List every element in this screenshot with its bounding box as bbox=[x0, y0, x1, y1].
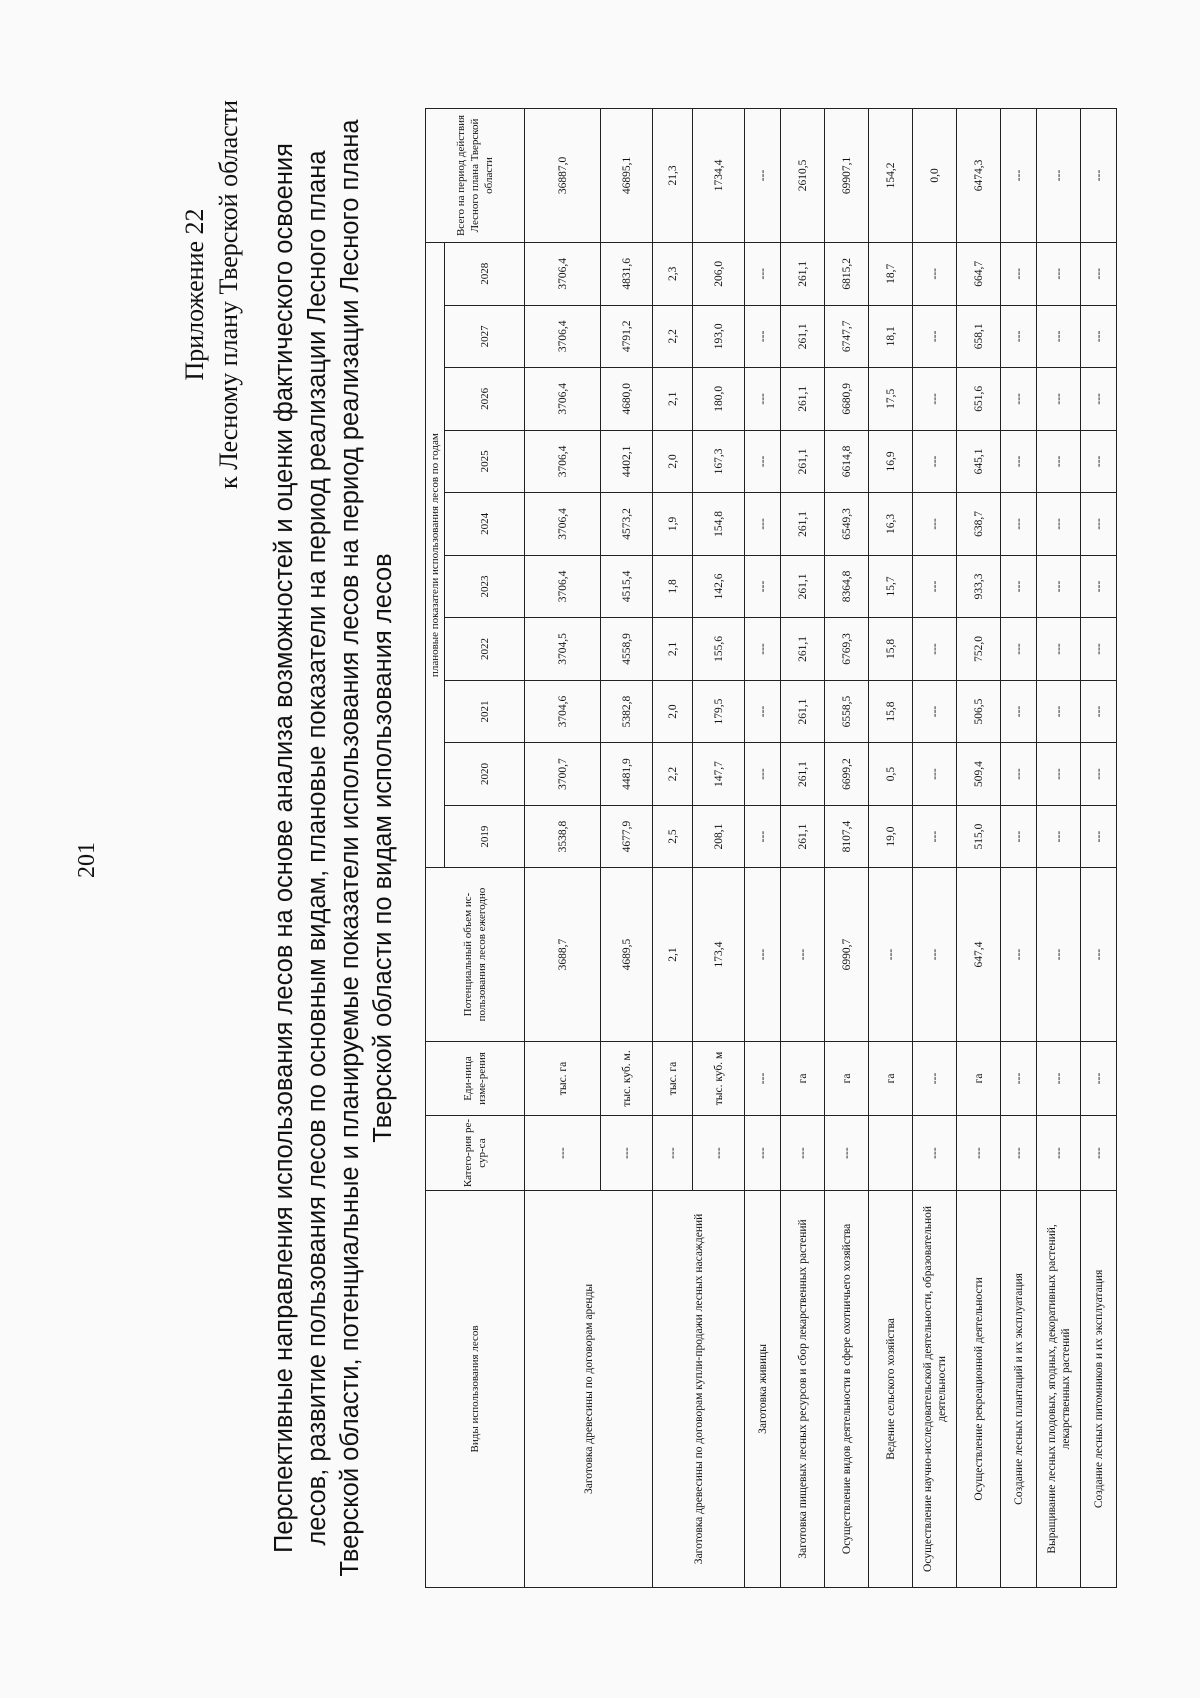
cell-year-value: 6614,8 bbox=[825, 430, 869, 493]
header-year: 2023 bbox=[445, 555, 525, 618]
cell-year-value: --- bbox=[913, 368, 957, 431]
header-year: 2024 bbox=[445, 493, 525, 556]
cell-year-value: --- bbox=[1001, 618, 1037, 681]
cell-category: --- bbox=[745, 1116, 781, 1191]
cell-unit: га bbox=[869, 1041, 913, 1116]
cell-type: Создание лесных питомников и их эксплуатация bbox=[1081, 1190, 1117, 1587]
cell-total: 0,0 bbox=[913, 109, 957, 243]
cell-year-value: 179,5 bbox=[693, 680, 745, 743]
cell-year-value: 16,9 bbox=[869, 430, 913, 493]
header-year: 2026 bbox=[445, 368, 525, 431]
cell-year-value: --- bbox=[1001, 305, 1037, 368]
cell-year-value: 155,6 bbox=[693, 618, 745, 681]
cell-year-value: --- bbox=[913, 493, 957, 556]
cell-year-value: --- bbox=[1001, 805, 1037, 868]
cell-year-value: --- bbox=[1001, 555, 1037, 618]
cell-year-value: 261,1 bbox=[781, 305, 825, 368]
cell-year-value: --- bbox=[745, 493, 781, 556]
cell-potential: 2,1 bbox=[653, 868, 693, 1041]
cell-category: --- bbox=[1081, 1116, 1117, 1191]
cell-year-value: 17,5 bbox=[869, 368, 913, 431]
cell-unit: --- bbox=[1037, 1041, 1081, 1116]
cell-total: --- bbox=[745, 109, 781, 243]
cell-year-value: 18,7 bbox=[869, 242, 913, 305]
table-row bbox=[825, 109, 869, 1588]
cell-year-value: 261,1 bbox=[781, 368, 825, 431]
cell-year-value: 154,8 bbox=[693, 493, 745, 556]
cell-total: --- bbox=[1001, 109, 1037, 243]
cell-year-value: 16,3 bbox=[869, 493, 913, 556]
cell-year-value: --- bbox=[1081, 743, 1117, 806]
appendix-line-2: к Лесному плану Тверской области bbox=[214, 100, 243, 489]
title-line: лесов, развитие пользования лесов по основным видам, плановые показатели на период реализации Лесного плана bbox=[303, 150, 331, 1546]
cell-year-value: 6747,7 bbox=[825, 305, 869, 368]
cell-total: 2610,5 bbox=[781, 109, 825, 243]
cell-year-value: --- bbox=[1037, 242, 1081, 305]
cell-type: Ведение сельского хозяйства bbox=[869, 1190, 913, 1587]
cell-year-value: 3706,4 bbox=[525, 555, 601, 618]
cell-year-value: 15,8 bbox=[869, 680, 913, 743]
title-line: Перспективные направления использования лесов на основе анализа возможностей и оценки фактического освоения bbox=[270, 143, 298, 1553]
cell-year-value: 18,1 bbox=[869, 305, 913, 368]
cell-year-value: 4677,9 bbox=[601, 805, 653, 868]
cell-year-value: 515,0 bbox=[957, 805, 1001, 868]
cell-year-value: --- bbox=[1081, 805, 1117, 868]
cell-total: 69907,1 bbox=[825, 109, 869, 243]
cell-potential: --- bbox=[869, 868, 913, 1041]
cell-year-value: --- bbox=[913, 555, 957, 618]
cell-potential: --- bbox=[781, 868, 825, 1041]
cell-year-value: --- bbox=[1081, 680, 1117, 743]
cell-category: --- bbox=[781, 1116, 825, 1191]
cell-year-value: --- bbox=[1037, 618, 1081, 681]
cell-year-value: --- bbox=[1081, 368, 1117, 431]
cell-year-value: --- bbox=[1001, 743, 1037, 806]
cell-year-value: 506,5 bbox=[957, 680, 1001, 743]
header-planned-group: плановые показатели использования лесов по годам bbox=[426, 242, 445, 867]
page-number: 201 bbox=[74, 842, 100, 878]
cell-category bbox=[869, 1116, 913, 1191]
cell-year-value: 4402,1 bbox=[601, 430, 653, 493]
cell-year-value: --- bbox=[913, 242, 957, 305]
appendix-line-1: Приложение 22 bbox=[180, 208, 209, 381]
cell-total: --- bbox=[1081, 109, 1117, 243]
cell-year-value: 645,1 bbox=[957, 430, 1001, 493]
cell-unit: га bbox=[825, 1041, 869, 1116]
cell-potential: --- bbox=[1081, 868, 1117, 1041]
cell-year-value: 3706,4 bbox=[525, 368, 601, 431]
cell-year-value: --- bbox=[745, 368, 781, 431]
cell-year-value: 15,8 bbox=[869, 618, 913, 681]
cell-year-value: --- bbox=[1001, 430, 1037, 493]
cell-year-value: 3706,4 bbox=[525, 493, 601, 556]
cell-year-value: --- bbox=[745, 805, 781, 868]
cell-unit: тыс. куб. м. bbox=[601, 1041, 653, 1116]
cell-year-value: --- bbox=[745, 305, 781, 368]
cell-type: Заготовка живицы bbox=[745, 1190, 781, 1587]
cell-year-value: 261,1 bbox=[781, 743, 825, 806]
cell-year-value: --- bbox=[745, 555, 781, 618]
cell-year-value: 4558,9 bbox=[601, 618, 653, 681]
cell-year-value: --- bbox=[913, 305, 957, 368]
cell-year-value: 193,0 bbox=[693, 305, 745, 368]
cell-year-value: 147,7 bbox=[693, 743, 745, 806]
header-year: 2019 bbox=[445, 805, 525, 868]
cell-year-value: 3706,4 bbox=[525, 242, 601, 305]
cell-potential: 173,4 bbox=[693, 868, 745, 1041]
cell-year-value: 6549,3 bbox=[825, 493, 869, 556]
cell-category: --- bbox=[825, 1116, 869, 1191]
cell-year-value: 2,3 bbox=[653, 242, 693, 305]
cell-year-value: 261,1 bbox=[781, 805, 825, 868]
header-year: 2025 bbox=[445, 430, 525, 493]
cell-year-value: --- bbox=[1037, 680, 1081, 743]
cell-year-value: 6558,5 bbox=[825, 680, 869, 743]
cell-category: --- bbox=[693, 1116, 745, 1191]
cell-category: --- bbox=[1037, 1116, 1081, 1191]
cell-year-value: --- bbox=[745, 430, 781, 493]
table-row bbox=[525, 109, 601, 1588]
cell-total: --- bbox=[1037, 109, 1081, 243]
cell-year-value: 2,5 bbox=[653, 805, 693, 868]
cell-year-value: 261,1 bbox=[781, 618, 825, 681]
cell-year-value: 261,1 bbox=[781, 242, 825, 305]
cell-year-value: --- bbox=[745, 680, 781, 743]
cell-potential: 4689,5 bbox=[601, 868, 653, 1041]
cell-year-value: 6769,3 bbox=[825, 618, 869, 681]
cell-year-value: --- bbox=[1081, 555, 1117, 618]
cell-year-value: 4831,6 bbox=[601, 242, 653, 305]
cell-total: 36887,0 bbox=[525, 109, 601, 243]
title-line: Тверской области по видам использования лесов bbox=[369, 553, 397, 1143]
cell-potential: --- bbox=[745, 868, 781, 1041]
cell-year-value: 167,3 bbox=[693, 430, 745, 493]
cell-year-value: --- bbox=[1081, 242, 1117, 305]
table-row bbox=[781, 109, 825, 1588]
cell-year-value: --- bbox=[1081, 618, 1117, 681]
cell-year-value: 19,0 bbox=[869, 805, 913, 868]
cell-type: Выращивание лесных плодовых, ягодных, декоративных растений, лекарственных растений bbox=[1037, 1190, 1081, 1587]
cell-year-value: 3704,6 bbox=[525, 680, 601, 743]
cell-year-value: 261,1 bbox=[781, 555, 825, 618]
cell-type: Осуществление рекреационной деятельности bbox=[957, 1190, 1001, 1587]
cell-year-value: --- bbox=[1037, 743, 1081, 806]
header-total: Всего на период действия Лесного плана Тверской области bbox=[426, 109, 525, 243]
cell-total: 1734,4 bbox=[693, 109, 745, 243]
cell-category: --- bbox=[1001, 1116, 1037, 1191]
cell-potential: --- bbox=[913, 868, 957, 1041]
cell-category: --- bbox=[653, 1116, 693, 1191]
cell-year-value: 658,1 bbox=[957, 305, 1001, 368]
cell-category: --- bbox=[601, 1116, 653, 1191]
cell-potential: 3688,7 bbox=[525, 868, 601, 1041]
cell-total: 21,3 bbox=[653, 109, 693, 243]
cell-year-value: 3706,4 bbox=[525, 305, 601, 368]
cell-year-value: 2,2 bbox=[653, 743, 693, 806]
cell-year-value: 15,7 bbox=[869, 555, 913, 618]
cell-potential: 647,4 bbox=[957, 868, 1001, 1041]
cell-potential: --- bbox=[1001, 868, 1037, 1041]
cell-potential: --- bbox=[1037, 868, 1081, 1041]
cell-type: Осуществление видов деятельности в сфере охотничьего хозяйства bbox=[825, 1190, 869, 1587]
cell-year-value: --- bbox=[1001, 242, 1037, 305]
cell-unit: тыс. га bbox=[525, 1041, 601, 1116]
cell-year-value: --- bbox=[1037, 305, 1081, 368]
cell-category: --- bbox=[957, 1116, 1001, 1191]
cell-year-value: 1,8 bbox=[653, 555, 693, 618]
cell-year-value: 3706,4 bbox=[525, 430, 601, 493]
cell-year-value: 933,3 bbox=[957, 555, 1001, 618]
cell-year-value: --- bbox=[1081, 493, 1117, 556]
cell-unit: га bbox=[957, 1041, 1001, 1116]
header-type: Виды использования лесов bbox=[426, 1190, 525, 1587]
cell-year-value: --- bbox=[1037, 493, 1081, 556]
cell-unit: --- bbox=[1081, 1041, 1117, 1116]
header-potential: Потенциальный объем ис-пользования лесов ежегодно bbox=[426, 868, 525, 1041]
cell-unit: --- bbox=[1001, 1041, 1037, 1116]
cell-year-value: --- bbox=[913, 805, 957, 868]
cell-year-value: 261,1 bbox=[781, 493, 825, 556]
cell-category: --- bbox=[913, 1116, 957, 1191]
header-year: 2021 bbox=[445, 680, 525, 743]
title-line: Тверской области, потенциальные и планируемые показатели использования лесов на период реализации Лесного плана bbox=[336, 119, 364, 1577]
cell-year-value: --- bbox=[913, 743, 957, 806]
cell-potential: 6990,7 bbox=[825, 868, 869, 1041]
cell-type: Заготовка древесины по договорам купли-продажи лесных насаждений bbox=[653, 1190, 745, 1587]
cell-year-value: --- bbox=[913, 680, 957, 743]
cell-year-value: 2,1 bbox=[653, 368, 693, 431]
cell-year-value: 261,1 bbox=[781, 680, 825, 743]
cell-year-value: 261,1 bbox=[781, 430, 825, 493]
cell-year-value: --- bbox=[1001, 680, 1037, 743]
cell-year-value: --- bbox=[1001, 493, 1037, 556]
cell-category: --- bbox=[525, 1116, 601, 1191]
cell-year-value: 2,0 bbox=[653, 430, 693, 493]
cell-year-value: 4680,0 bbox=[601, 368, 653, 431]
cell-year-value: 206,0 bbox=[693, 242, 745, 305]
table-row bbox=[913, 109, 957, 1588]
table-row bbox=[869, 109, 913, 1588]
cell-year-value: 1,9 bbox=[653, 493, 693, 556]
cell-year-value: 2,0 bbox=[653, 680, 693, 743]
cell-year-value: 180,0 bbox=[693, 368, 745, 431]
table-row bbox=[745, 109, 781, 1588]
cell-year-value: 6680,9 bbox=[825, 368, 869, 431]
forest-use-table bbox=[425, 108, 1117, 1588]
cell-year-value: --- bbox=[1037, 368, 1081, 431]
table-body bbox=[525, 109, 1117, 1588]
cell-year-value: 2,1 bbox=[653, 618, 693, 681]
cell-unit: тыс. куб. м bbox=[693, 1041, 745, 1116]
cell-unit: га bbox=[781, 1041, 825, 1116]
table-row bbox=[1037, 109, 1081, 1588]
cell-total: 154,2 bbox=[869, 109, 913, 243]
header-category: Катего-рия ре-сур-са bbox=[426, 1116, 525, 1191]
cell-year-value: 6815,2 bbox=[825, 242, 869, 305]
header-year: 2022 bbox=[445, 618, 525, 681]
cell-year-value: 5382,8 bbox=[601, 680, 653, 743]
cell-unit: --- bbox=[913, 1041, 957, 1116]
cell-year-value: 8107,4 bbox=[825, 805, 869, 868]
cell-year-value: 8364,8 bbox=[825, 555, 869, 618]
cell-year-value: --- bbox=[745, 618, 781, 681]
table-row bbox=[1081, 109, 1117, 1588]
cell-year-value: --- bbox=[1001, 368, 1037, 431]
table-row bbox=[1001, 109, 1037, 1588]
cell-year-value: 4791,2 bbox=[601, 305, 653, 368]
cell-year-value: --- bbox=[745, 242, 781, 305]
table-row bbox=[653, 109, 693, 1588]
cell-year-value: --- bbox=[1037, 430, 1081, 493]
cell-total: 6474,3 bbox=[957, 109, 1001, 243]
cell-unit: --- bbox=[745, 1041, 781, 1116]
cell-year-value: 3704,5 bbox=[525, 618, 601, 681]
cell-type: Создание лесных плантаций и их эксплуатация bbox=[1001, 1190, 1037, 1587]
cell-year-value: --- bbox=[1037, 805, 1081, 868]
cell-type: Заготовка пищевых лесных ресурсов и сбор лекарственных растений bbox=[781, 1190, 825, 1587]
appendix-header bbox=[178, 100, 246, 489]
cell-year-value: 638,7 bbox=[957, 493, 1001, 556]
header-year: 2028 bbox=[445, 242, 525, 305]
cell-type: Заготовка древесины по договорам аренды bbox=[525, 1190, 653, 1587]
cell-year-value: --- bbox=[1081, 305, 1117, 368]
document-title bbox=[268, 118, 400, 1578]
cell-year-value: --- bbox=[913, 430, 957, 493]
cell-year-value: 752,0 bbox=[957, 618, 1001, 681]
cell-unit: тыс. га bbox=[653, 1041, 693, 1116]
cell-year-value: 3700,7 bbox=[525, 743, 601, 806]
cell-year-value: 6699,2 bbox=[825, 743, 869, 806]
cell-type: Осуществление научно-исследовательской деятельности, образовательной деятельности bbox=[913, 1190, 957, 1587]
cell-year-value: --- bbox=[913, 618, 957, 681]
header-unit: Еди-ница изме-рения bbox=[426, 1041, 525, 1116]
header-year: 2020 bbox=[445, 743, 525, 806]
cell-year-value: 0,5 bbox=[869, 743, 913, 806]
cell-year-value: 4481,9 bbox=[601, 743, 653, 806]
cell-year-value: 3538,8 bbox=[525, 805, 601, 868]
cell-year-value: --- bbox=[745, 743, 781, 806]
cell-total: 46895,1 bbox=[601, 109, 653, 243]
cell-year-value: 4515,4 bbox=[601, 555, 653, 618]
header-year: 2027 bbox=[445, 305, 525, 368]
cell-year-value: 142,6 bbox=[693, 555, 745, 618]
cell-year-value: 4573,2 bbox=[601, 493, 653, 556]
cell-year-value: --- bbox=[1081, 430, 1117, 493]
cell-year-value: 208,1 bbox=[693, 805, 745, 868]
cell-year-value: 651,6 bbox=[957, 368, 1001, 431]
cell-year-value: --- bbox=[1037, 555, 1081, 618]
table-row bbox=[957, 109, 1001, 1588]
cell-year-value: 2,2 bbox=[653, 305, 693, 368]
cell-year-value: 664,7 bbox=[957, 242, 1001, 305]
cell-year-value: 509,4 bbox=[957, 743, 1001, 806]
